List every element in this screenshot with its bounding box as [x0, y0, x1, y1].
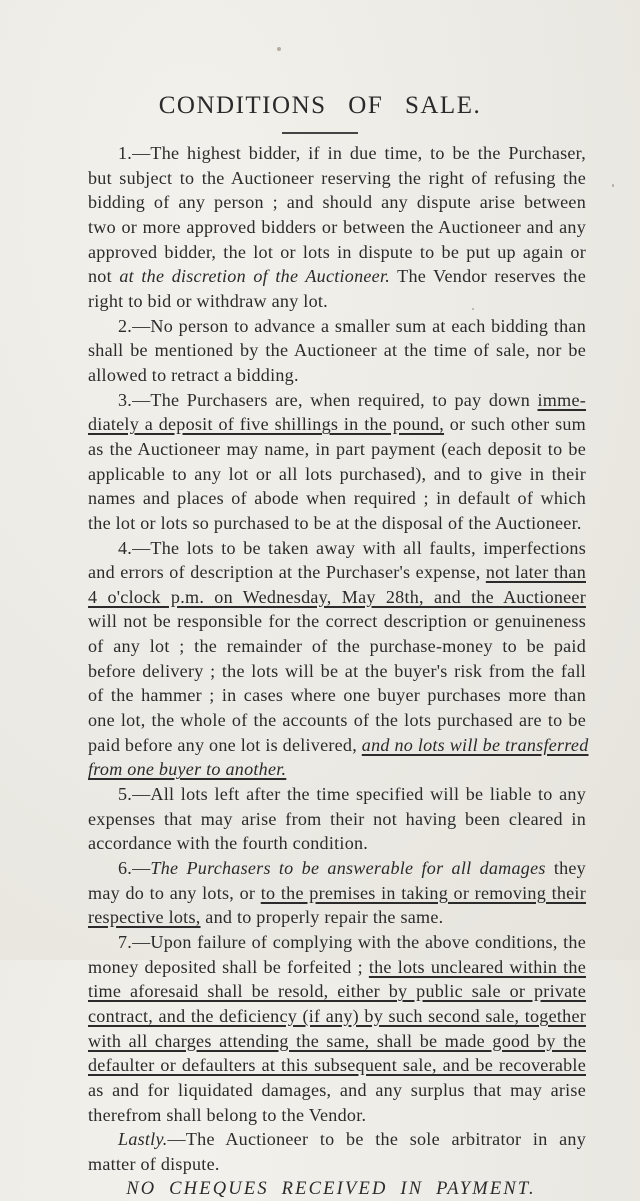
condition-line: but subject to the Auctioneer reserving the right of refusing the [88, 167, 586, 188]
condition-6 [88, 856, 586, 930]
condition-lastly [88, 1127, 586, 1176]
condition-line: bidding of any person ; and should any dispute arise between [88, 192, 586, 213]
emphasis-text: at the discretion of the Auctioneer. [119, 266, 391, 287]
emphasis-text: imme- [537, 389, 586, 410]
condition-4 [88, 536, 589, 783]
condition-line: paid before any one lot is delivered, and no lots will be transferred [88, 734, 589, 755]
condition-line: with all charges attending the same, shall be made good by the [88, 1030, 586, 1051]
emphasis-text: 4 o'clock p.m. on Wednesday, May 28th, and the Auctioneer [88, 586, 586, 607]
condition-line: right to bid or withdraw any lot. [88, 290, 328, 311]
emphasis-text: diately a deposit of five shillings in the pound, [88, 414, 445, 435]
paper-speck [612, 184, 614, 187]
conditions-body [88, 141, 589, 1201]
condition-line: applicable to any lot or all lots purchased), and to give in their [88, 463, 586, 484]
condition-line: 1.—The highest bidder, if in due time, to be the Purchaser, [118, 143, 586, 163]
paper-speck [277, 47, 281, 51]
condition-line: approved bidder, the lot or lots in dispute to be put up again or [88, 241, 586, 262]
condition-line: 7.—Upon failure of complying with the above conditions, the [118, 932, 586, 952]
condition-line: the lot or lots so purchased to be at the disposal of the Auctioneer. [88, 512, 582, 533]
condition-line: may do to any lots, or to the premises in taking or removing their [88, 882, 586, 903]
condition-line: allowed to retract a bidding. [88, 364, 299, 385]
condition-3 [88, 388, 586, 536]
condition-line: money deposited shall be forfeited ; the lots uncleared within the [88, 956, 586, 977]
condition-line: shall be mentioned by the Auctioneer at the time of sale, nor be [88, 340, 586, 361]
condition-line: 2.—No person to advance a smaller sum at each bidding than [118, 315, 586, 336]
condition-line: expenses that may arise from their not having been cleared in [88, 808, 586, 829]
condition-line: diately a deposit of five shillings in the pound, or such other sum [88, 414, 586, 435]
condition-line: of any lot ; the remainder of the purchase-money to be paid [88, 636, 586, 657]
condition-line: before delivery ; the lots will be at the buyer's risk from the fall [88, 660, 586, 681]
closing-notice: NO CHEQUES RECEIVED IN PAYMENT. [126, 1178, 536, 1199]
emphasis-text: not later than [485, 562, 586, 583]
condition-line: 6.—The Purchasers to be answerable for all damages they [118, 858, 586, 879]
condition-line: not at the discretion of the Auctioneer. The Vendor reserves the [88, 266, 586, 287]
condition-line: matter of dispute. [88, 1153, 220, 1174]
condition-line: will not be responsible for the correct description or genuineness [88, 611, 586, 632]
emphasis-text: and no lots will be transferred [361, 734, 589, 755]
title-rule [282, 132, 358, 134]
emphasis-text: The Purchasers to be answerable for all damages [150, 858, 546, 879]
condition-line: from one buyer to another. [88, 759, 287, 780]
condition-line [88, 585, 586, 610]
emphasis-text: to the premises in taking or removing their [260, 882, 586, 903]
condition-5 [88, 782, 586, 856]
paper-speck [472, 308, 474, 310]
emphasis-text: Lastly. [118, 1129, 168, 1150]
condition-line: Lastly.—The Auctioneer to be the sole arbitrator in any [118, 1129, 586, 1150]
page-title: CONDITIONS OF SALE. [158, 92, 482, 119]
condition-line: defaulter or defaulters at this subsequent sale, and be recoverable [88, 1055, 586, 1076]
condition-line: one lot, the whole of the accounts of the lots purchased are to be [88, 710, 586, 731]
condition-line: as and for liquidated damages, and any surplus that may arise [88, 1079, 586, 1100]
condition-line: two or more approved bidders or between the Auctioneer and any [88, 216, 586, 237]
condition-1 [88, 141, 586, 314]
condition-line: 4.—The lots to be taken away with all faults, imperfections [118, 537, 586, 558]
condition-line: 5.—All lots left after the time specified will be liable to any [118, 784, 586, 805]
condition-line: of the hammer ; in cases where one buyer purchases more than [88, 685, 586, 706]
emphasis-text: the lots uncleared within the [368, 956, 586, 977]
condition-line: 3.—The Purchasers are, when required, to pay down imme- [118, 389, 586, 410]
condition-2 [88, 314, 586, 388]
condition-line: and errors of description at the Purchaser's expense, not later than [88, 562, 586, 583]
condition-line: names and places of abode when required ; in default of which [88, 488, 586, 509]
condition-line: therefrom shall belong to the Vendor. [88, 1104, 367, 1125]
condition-line: time aforesaid shall be resold, either by public sale or private [88, 981, 586, 1002]
condition-line: contract, and the deficiency (if any) by such second sale, together [88, 1005, 586, 1026]
condition-line: as the Auctioneer may name, in part payment (each deposit to be [88, 438, 586, 459]
emphasis-text: respective lots, [88, 907, 201, 928]
condition-line: respective lots, and to properly repair the same. [88, 907, 444, 928]
condition-line: accordance with the fourth condition. [88, 833, 369, 854]
